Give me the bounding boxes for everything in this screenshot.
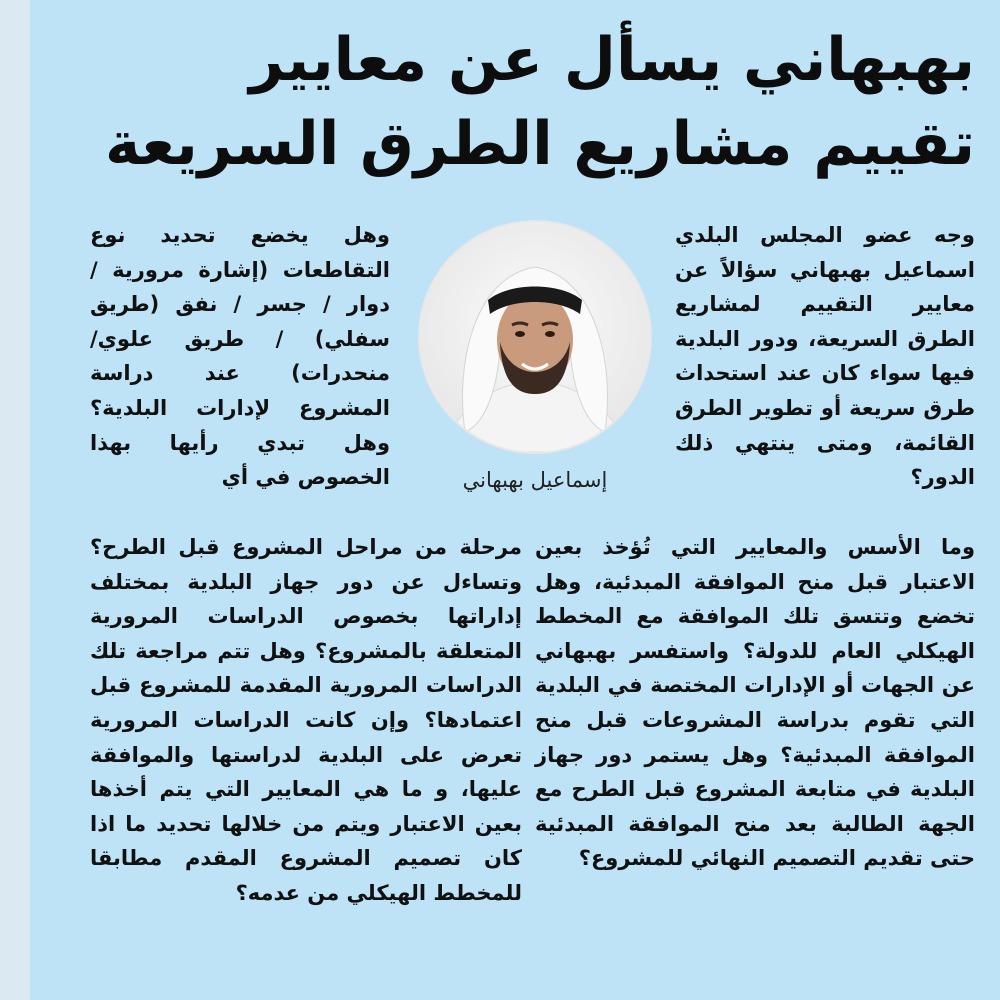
article-column-left-top: وهل يخضع تحديد نوع التقاطعات (إشارة مرورية / دوار / جسر / نفق (طريق سفلي) / طريق علوي/ منحدرات) عند دراسة المشروع لإدارات البلدية؟ وهل تبدي رأيها بهذا الخصوص في أي — [90, 223, 390, 490]
photo-caption: إسماعيل بهبهاني — [462, 468, 608, 492]
headline-line-2: تقييم مشاريع الطرق السريعة — [105, 109, 975, 179]
headline-line-1: بهبهاني يسأل عن معايير — [249, 25, 975, 95]
person-portrait-icon — [418, 220, 652, 454]
article-column-left-bottom: مرحلة من مراحل المشروع قبل الطرح؟ وتساءل عن دور جهاز البلدية بمختلف إداراتها بخصوص الدراسات المرورية المتعلقة بالمشروع؟ وهل تتم مراجعة تلك الدراسات المرورية المقدمة للمشروع قبل اعتمادها؟ وإن كانت الدراسات المرورية تعرض على البلدية لدراستها والموافقة عليها، و ما هي المعايير التي يتم أخذها بعين الاعتبار ويتم من خلالها تحديد ما اذا كان تصميم المشروع المقدم مطابقا للمخطط الهيكلي من عدمه؟ — [90, 535, 522, 905]
article-column-right-top: وجه عضو المجلس البلدي اسماعيل بهبهاني سؤالاً عن معايير التقييم لمشاريع الطرق السريعة، ودور البلدية فيها سواء كان عند استحداث طرق سريعة أو تطوير الطرق القائمة، ومتى ينتهي ذلك الدور؟ — [675, 223, 975, 490]
portrait-block — [410, 220, 660, 492]
newspaper-page — [30, 0, 1000, 1000]
article-column-right-bottom: وما الأسس والمعايير التي تُؤخذ بعين الاعتبار قبل منح الموافقة المبدئية، وهل تخضع وتتسق تلك الموافقة مع المخطط الهيكلي العام للدولة؟ واستفسر بهبهاني عن الجهات أو الإدارات المختصة في البلدية التي تقوم بدراسة المشروعات قبل منح الموافقة المبدئية؟ وهل يستمر دور جهاز البلدية في متابعة المشروع قبل الطرح مع الجهة الطالبة بعد منح الموافقة المبدئية حتى تقديم التصميم النهائي للمشروع؟ — [535, 535, 975, 871]
headline — [105, 18, 975, 186]
